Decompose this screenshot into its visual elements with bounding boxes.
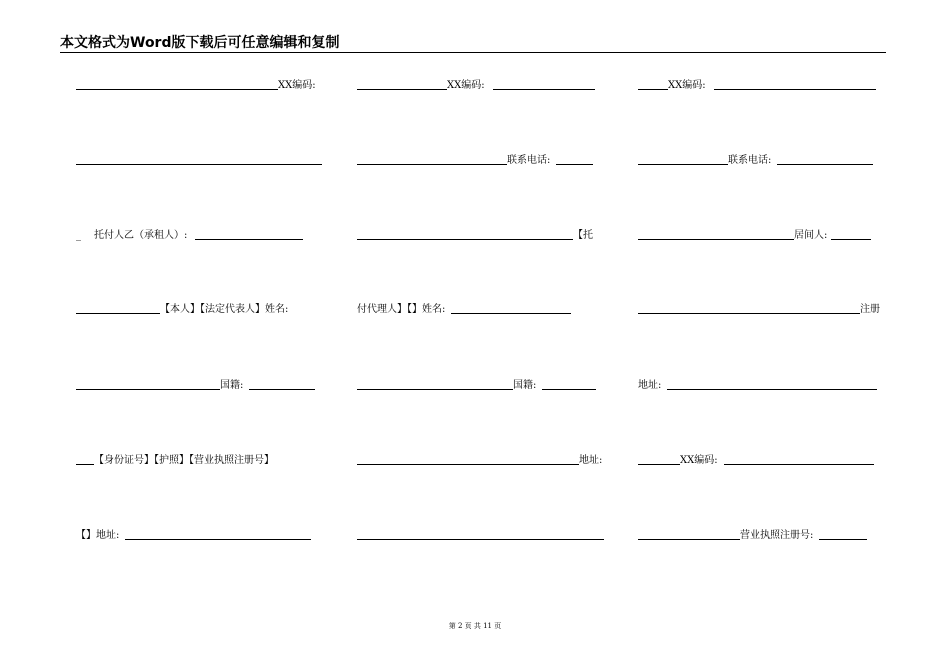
field-label: 【身份证号】【护照】【营业执照注册号】 xyxy=(94,455,274,466)
blank-line xyxy=(76,464,94,465)
field-label: 托付人乙（承租人）: xyxy=(94,230,188,241)
blank-line xyxy=(724,464,874,465)
blank-line xyxy=(76,389,220,390)
form-field-broker[interactable] xyxy=(638,229,886,243)
form-field-business-license[interactable] xyxy=(638,529,886,543)
blank-line xyxy=(638,539,740,540)
blank-line xyxy=(638,313,860,314)
blank-line xyxy=(556,164,593,165)
field-label: 【本人】【法定代表人】姓名: xyxy=(160,304,289,315)
form-field-principal-b[interactable] xyxy=(76,229,322,243)
field-prefix: _ xyxy=(76,230,81,241)
blank-line xyxy=(638,239,794,240)
field-label: 居间人: xyxy=(794,230,828,241)
field-label: 地址: xyxy=(579,455,603,466)
field-label: 营业执照注册号: xyxy=(740,530,814,541)
field-label: 国籍: xyxy=(513,380,537,391)
field-label: 国籍: xyxy=(220,380,244,391)
blank-line xyxy=(638,89,668,90)
blank-line xyxy=(451,313,571,314)
blank-line xyxy=(76,164,322,165)
form-field-name[interactable] xyxy=(76,303,322,317)
field-label: XX编码: xyxy=(447,80,485,91)
field-label: XX编码: xyxy=(668,80,706,91)
form-field-register[interactable] xyxy=(638,303,886,317)
form-field-address[interactable] xyxy=(638,379,886,393)
blank-line xyxy=(667,389,877,390)
field-label: 付代理人】【】姓名: xyxy=(357,304,446,315)
blank-line xyxy=(638,164,728,165)
form-field-agent-name[interactable] xyxy=(357,303,604,317)
form-field-blank[interactable] xyxy=(76,154,322,168)
form-field-xx-code[interactable] xyxy=(638,79,886,93)
blank-line xyxy=(125,539,311,540)
form-field-blank[interactable] xyxy=(357,529,604,543)
blank-line xyxy=(819,539,867,540)
form-field-id-type[interactable] xyxy=(76,454,322,468)
form-field-nationality[interactable] xyxy=(76,379,322,393)
blank-line xyxy=(357,164,507,165)
field-label: XX编码: xyxy=(278,80,316,91)
form-field-xx-code[interactable] xyxy=(76,79,322,93)
form-field-address[interactable] xyxy=(357,454,604,468)
form-field-xx-code[interactable] xyxy=(638,454,886,468)
blank-line xyxy=(638,464,680,465)
blank-line xyxy=(714,89,876,90)
field-label: 地址: xyxy=(638,380,662,391)
field-label: 注册 xyxy=(860,304,880,315)
form-field-xx-code[interactable] xyxy=(357,79,604,93)
page-number-footer: 第 2 页 共 11 页 xyxy=(448,622,502,630)
page-header-title: 本文格式为Word版下载后可任意编辑和复制 xyxy=(60,34,886,53)
blank-line xyxy=(195,239,303,240)
blank-line xyxy=(249,389,315,390)
form-field-nationality[interactable] xyxy=(357,379,604,393)
field-label: XX编码: xyxy=(680,455,718,466)
field-label: 【托 xyxy=(573,230,593,241)
form-field-phone[interactable] xyxy=(638,154,886,168)
blank-line xyxy=(357,89,447,90)
blank-line xyxy=(357,239,573,240)
blank-line xyxy=(357,389,513,390)
field-label: 联系电话: xyxy=(507,155,551,166)
blank-line xyxy=(357,464,579,465)
form-field-phone[interactable] xyxy=(357,154,604,168)
form-field-address[interactable] xyxy=(76,529,322,543)
field-label: 【】地址: xyxy=(76,530,120,541)
blank-line xyxy=(777,164,873,165)
blank-line xyxy=(76,313,160,314)
blank-line xyxy=(542,389,596,390)
field-label: 联系电话: xyxy=(728,155,772,166)
blank-line xyxy=(76,89,278,90)
blank-line xyxy=(831,239,871,240)
blank-line xyxy=(357,539,604,540)
blank-line xyxy=(493,89,595,90)
form-field-agent-start[interactable] xyxy=(357,229,604,243)
